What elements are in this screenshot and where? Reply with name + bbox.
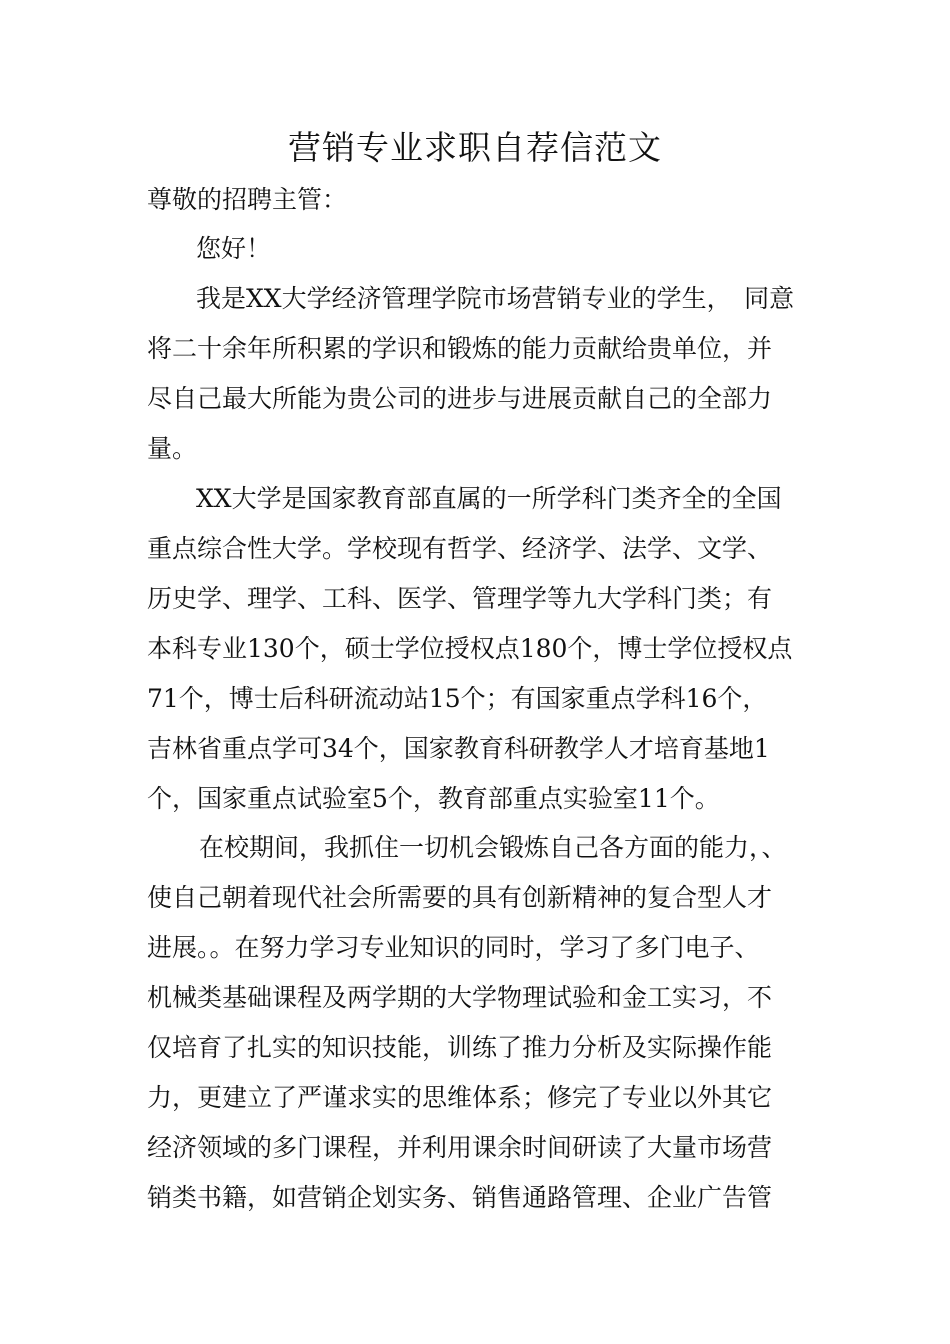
paragraph-line: 历史学、理学、工科、医学、管理学等九大学科门类；有	[147, 584, 773, 613]
paragraph-line: 经济领域的多门课程，并利用课余时间研读了大量市场营	[147, 1133, 773, 1162]
paragraph-line: 机械类基础课程及两学期的大学物理试验和金工实习，不	[147, 983, 773, 1012]
paragraph-line: XX大学是国家教育部直属的一所学科门类齐全的全国	[196, 484, 782, 513]
paragraph-line: 我是XX大学经济管理学院市场营销专业的学生， 同意	[196, 284, 795, 313]
paragraph-line: 仅培育了扎实的知识技能，训练了推力分析及实际操作能	[147, 1033, 773, 1062]
salutation: 尊敬的招聘主管：	[147, 185, 348, 214]
greeting: 您好！	[196, 234, 272, 263]
paragraph-line: 将二十余年所积累的学识和锻炼的能力贡献给贵单位，并	[147, 334, 773, 363]
paragraph-line: 重点综合性大学。学校现有哲学、经济学、法学、文学、	[147, 534, 773, 563]
document-title: 营销专业求职自荐信范文	[288, 128, 662, 167]
paragraph-line: 销类书籍，如营销企划实务、销售通路管理、企业广告管	[147, 1183, 773, 1212]
paragraph-line: 71个，博士后科研流动站15个；有国家重点学科16个，	[147, 684, 768, 713]
paragraph-line: 使自己朝着现代社会所需要的具有创新精神的复合型人才	[147, 883, 773, 912]
paragraph-line: 量。	[147, 434, 198, 463]
paragraph-line: 在校期间，我抓住一切机会锻炼自己各方面的能力，、	[199, 833, 787, 862]
paragraph-line: 个，国家重点试验室5个，教育部重点实验室11个。	[147, 784, 720, 813]
paragraph-line: 吉林省重点学可34个，国家教育科研教学人才培育基地1	[147, 734, 770, 763]
paragraph-line: 力，更建立了严谨求实的思维体系；修完了专业以外其它	[147, 1083, 773, 1112]
paragraph-line: 尽自己最大所能为贵公司的进步与进展贡献自己的全部力	[147, 384, 773, 413]
paragraph-line: 本科专业130个，硕士学位授权点180个，博士学位授权点	[147, 634, 793, 663]
paragraph-line: 进展。。在努力学习专业知识的同时，学习了多门电子、	[147, 933, 760, 962]
